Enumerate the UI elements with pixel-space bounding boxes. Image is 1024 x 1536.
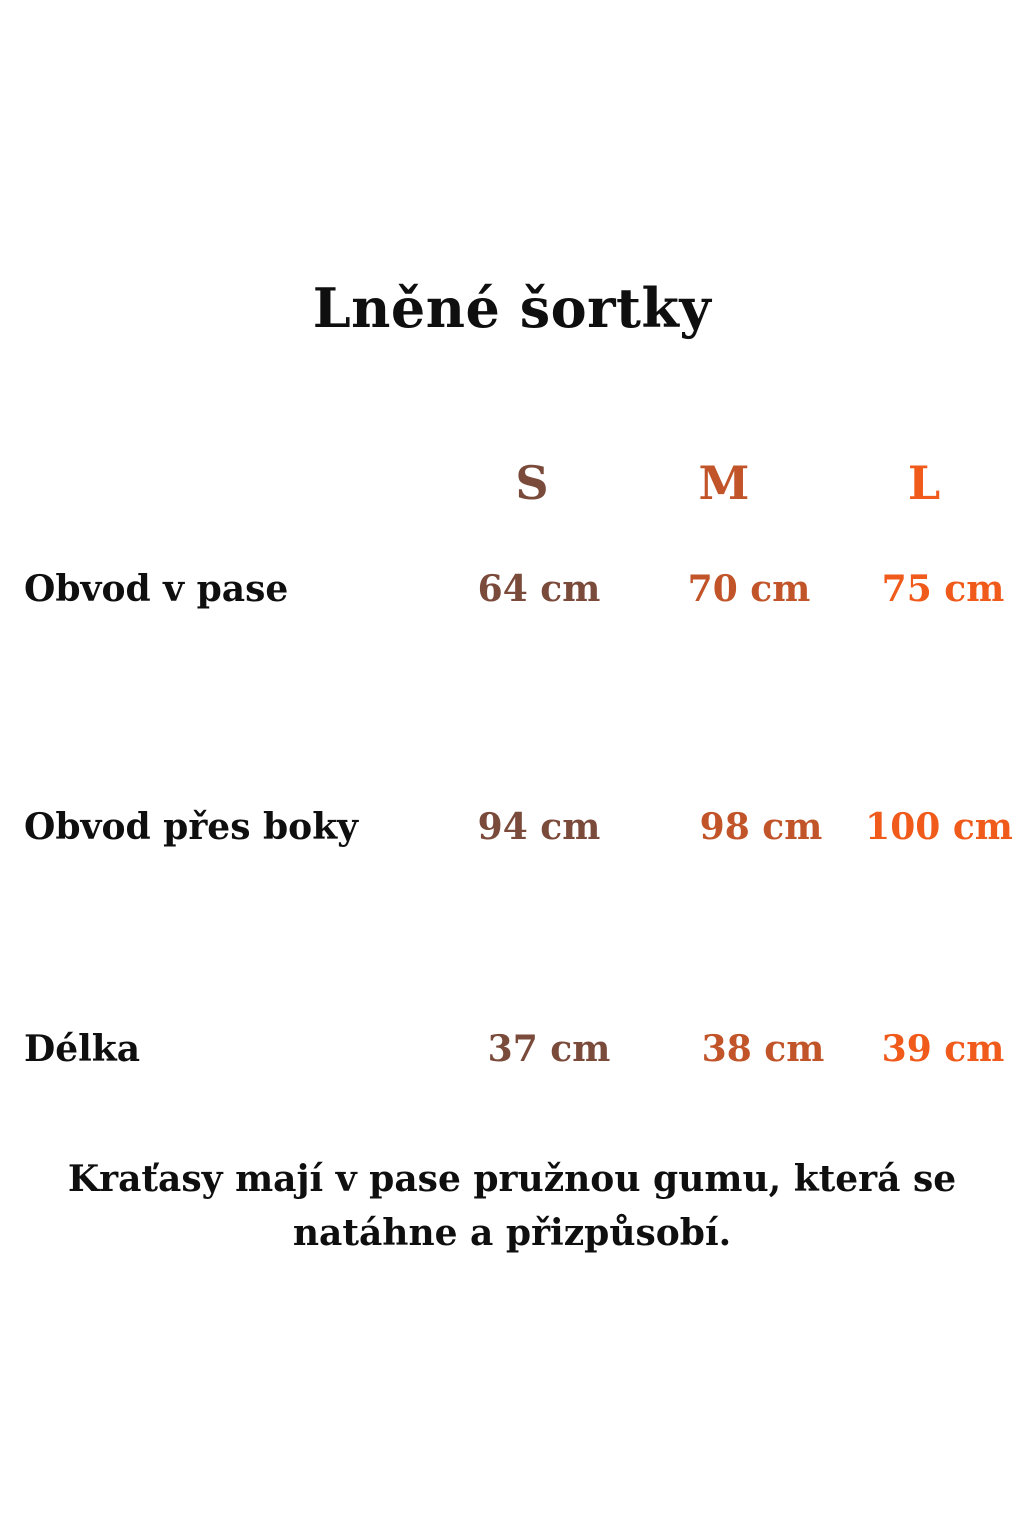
cell-waist-m: 70 cm [687,568,811,610]
cell-length-s: 37 cm [487,1028,611,1070]
size-header-s: S [515,456,549,510]
cell-length-m: 38 cm [701,1028,825,1070]
row-label-length: Délka [24,1028,141,1070]
row-label-waist: Obvod v pase [24,568,289,610]
cell-hips-s: 94 cm [477,806,601,848]
cell-hips-m: 98 cm [699,806,823,848]
row-label-hips: Obvod přes boky [24,806,359,848]
footnote-line-2: natáhne a přizpůsobí. [292,1212,732,1254]
cell-waist-l: 75 cm [881,568,1005,610]
cell-hips-l: 100 cm [865,806,1013,848]
footnote [40,1152,984,1260]
footnote-line-1: Kraťasy mají v pase pružnou gumu, která se [67,1158,957,1200]
page-title: Lněné šortky [312,276,712,340]
size-header-l: L [907,456,941,510]
cell-waist-s: 64 cm [477,568,601,610]
size-header-m: M [698,456,750,510]
cell-length-l: 39 cm [881,1028,1005,1070]
